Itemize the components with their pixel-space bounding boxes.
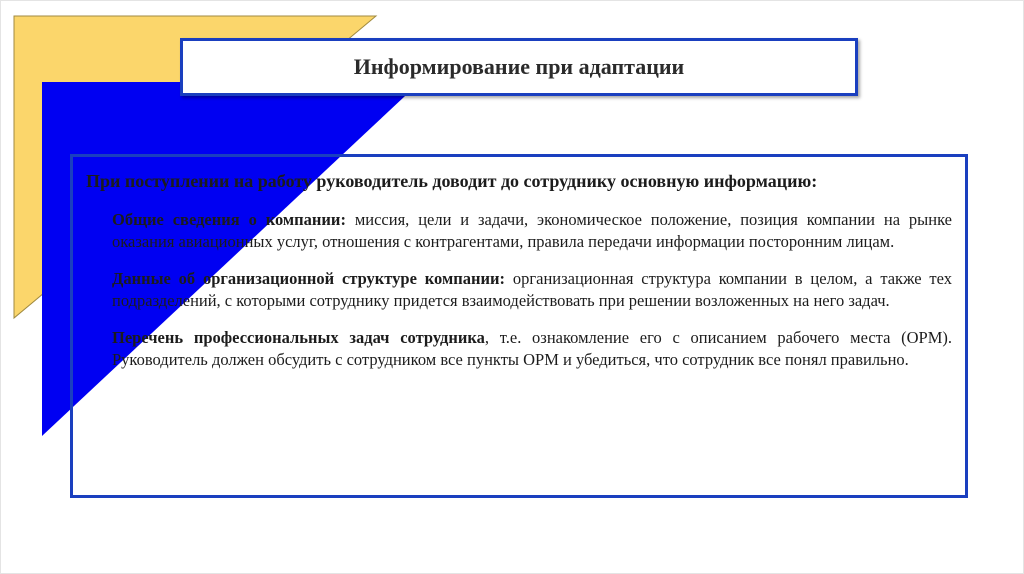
list-item-org-structure (112, 268, 952, 312)
slide-title: Информирование при адаптации (353, 54, 685, 79)
intro-paragraph: При поступлении на работу руководитель доводит до сотруднику основную информацию: (86, 171, 818, 191)
item-heading: Общие сведения о компании: (112, 210, 346, 229)
list-item-company-info (112, 209, 952, 253)
item-text: , т.е. ознакомление его с описанием рабочего места (ОРМ). Руководитель должен обсудить с сотрудником все пункты ОРМ и убедиться, что сотрудник все понял правильно. (112, 328, 952, 369)
list-item-professional-tasks (112, 327, 952, 371)
item-heading: Данные об организационной структуре компании: (112, 269, 506, 288)
title-box (180, 38, 858, 96)
item-heading: Перечень профессиональных задач сотрудника (112, 328, 485, 347)
content-box (70, 154, 968, 498)
item-text: миссия, цели и задачи, экономическое положение, позиция компании на рынке оказания авиационных услуг, отношения с контрагентами, правила передачи информации посторонним лицам. (112, 210, 953, 251)
item-text: организационная структура компании в целом, а также тех подразделений, с которыми сотруднику придется взаимодействовать при решении возложенных на него задач. (112, 269, 952, 310)
content-body (86, 170, 952, 386)
